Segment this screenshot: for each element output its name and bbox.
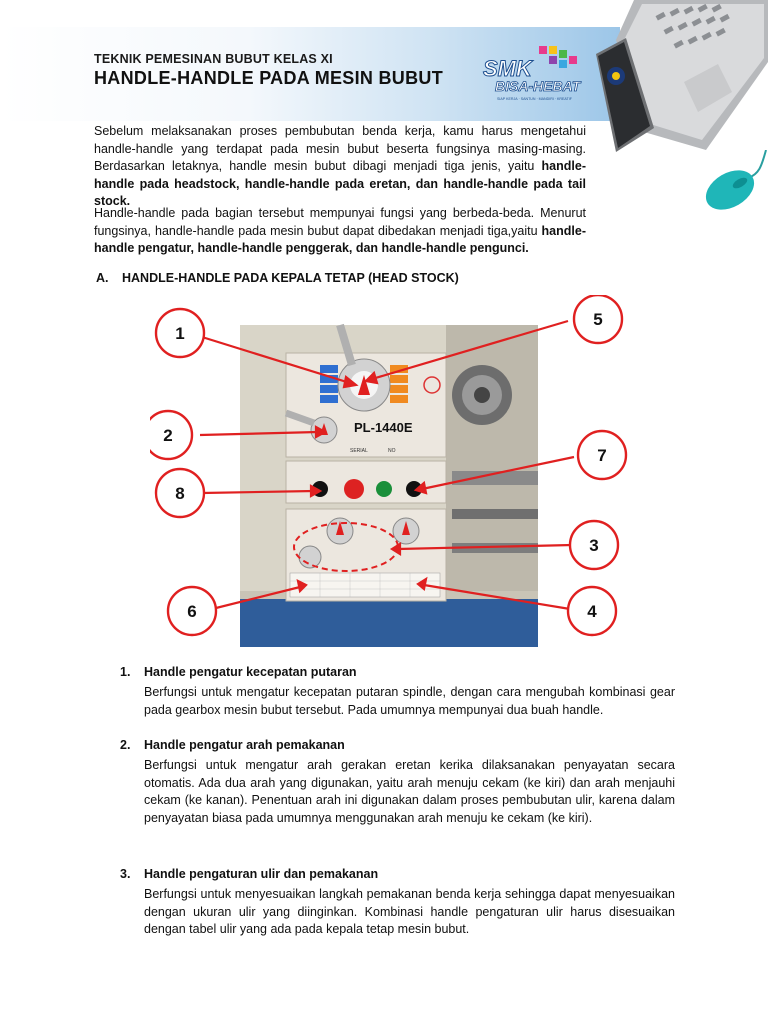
machine-model-label: PL-1440E: [354, 420, 413, 435]
intro-paragraph-1: [94, 123, 586, 211]
intro-p2-bold: handle-handle pengatur, handle-handle penggerak, dan handle-handle pengunci.: [94, 223, 586, 256]
item-title: Handle pengatur kecepatan putaran: [144, 665, 357, 679]
item-description: Berfungsi untuk menyesuaikan langkah pemakanan benda kerja sehingga dapat menyesuaikan dengan ukuran ulir yang diinginkan. Kombinasi handle pengaturan ulir harus disesuaikan dengan tabel ulir yang ada pada kepala tetap mesin bubut.: [144, 887, 675, 937]
section-letter: A.: [96, 271, 109, 285]
section-heading: [96, 271, 459, 285]
header-subtitle: TEKNIK PEMESINAN BUBUT KELAS XI: [94, 52, 333, 66]
callout-label-8: 8: [175, 484, 185, 503]
logo-line1: SMK: [483, 56, 532, 81]
callout-label-6: 6: [187, 602, 197, 621]
intro-p1-text: Sebelum melaksanakan proses pembubutan benda kerja, kamu harus mengetahui handle-handle yang terdapat pada mesin bubut beserta fungsinya masing-masing. Berdasarkan letaknya, handle mesin bubut dibagi menjadi tiga jenis, yaitu: [94, 124, 586, 174]
callout-label-7: 7: [597, 446, 607, 465]
item-number: 1.: [120, 665, 131, 679]
intro-p1-bold: handle-handle pada headstock, handle-handle pada eretan, dan handle-handle pada tail stock.: [94, 159, 586, 209]
intro-p2-text: Handle-handle pada bagian tersebut mempunyai fungsi yang berbeda-beda. Menurut fungsinya, handle-handle pada mesin bubut dapat dibedakan menjadi tiga,yaitu: [94, 206, 586, 238]
smk-bisa-hebat-logo: [475, 44, 595, 106]
item-description: Berfungsi untuk mengatur kecepatan putaran spindle, dengan cara mengubah kombinasi gear pada gearbox mesin bubut tersebut. Pada umumnya mempunyai dua buah handle.: [144, 685, 675, 717]
callout-label-1: 1: [175, 324, 185, 343]
callout-label-3: 3: [589, 536, 599, 555]
logo-tagline: SIAP KERJA · SANTUN · MANDIRI · KREATIF: [497, 97, 572, 101]
item-title: Handle pengaturan ulir dan pemakanan: [144, 867, 379, 881]
item-number: 3.: [120, 867, 131, 881]
callout-label-2: 2: [163, 426, 173, 445]
serial-no-label: NO: [388, 448, 396, 454]
item-title: Handle pengatur arah pemakanan: [144, 738, 345, 752]
callout-label-4: 4: [587, 602, 597, 621]
laptop-illustration: [586, 0, 768, 170]
section-title: HANDLE-HANDLE PADA KEPALA TETAP (HEAD STOCK): [122, 271, 459, 285]
serial-label: SERIAL: [350, 448, 368, 454]
item-description: Berfungsi untuk mengatur arah gerakan eretan kerika dilaksanakan penyayatan secara otomatis. Ada dua arah yang digunakan, yaitu arah menuju cekam (ke kiri) dan arah menjauhi cekam (ke kanan). Penentuan arah ini digunakan dalam proses pembubutan ulir, karena dalam penyayatan biasa pada umumnya menggunakan arah menuju ke cekam (ke kiri).: [144, 758, 675, 825]
intro-paragraph-2: [94, 205, 586, 258]
item-number: 2.: [120, 738, 131, 752]
mouse-illustration: [700, 150, 768, 212]
headstock-figure: [150, 295, 630, 647]
logo-line2: BISA-HEBAT: [495, 78, 581, 94]
callout-label-5: 5: [593, 310, 603, 329]
header-title: HANDLE-HANDLE PADA MESIN BUBUT: [94, 68, 443, 88]
